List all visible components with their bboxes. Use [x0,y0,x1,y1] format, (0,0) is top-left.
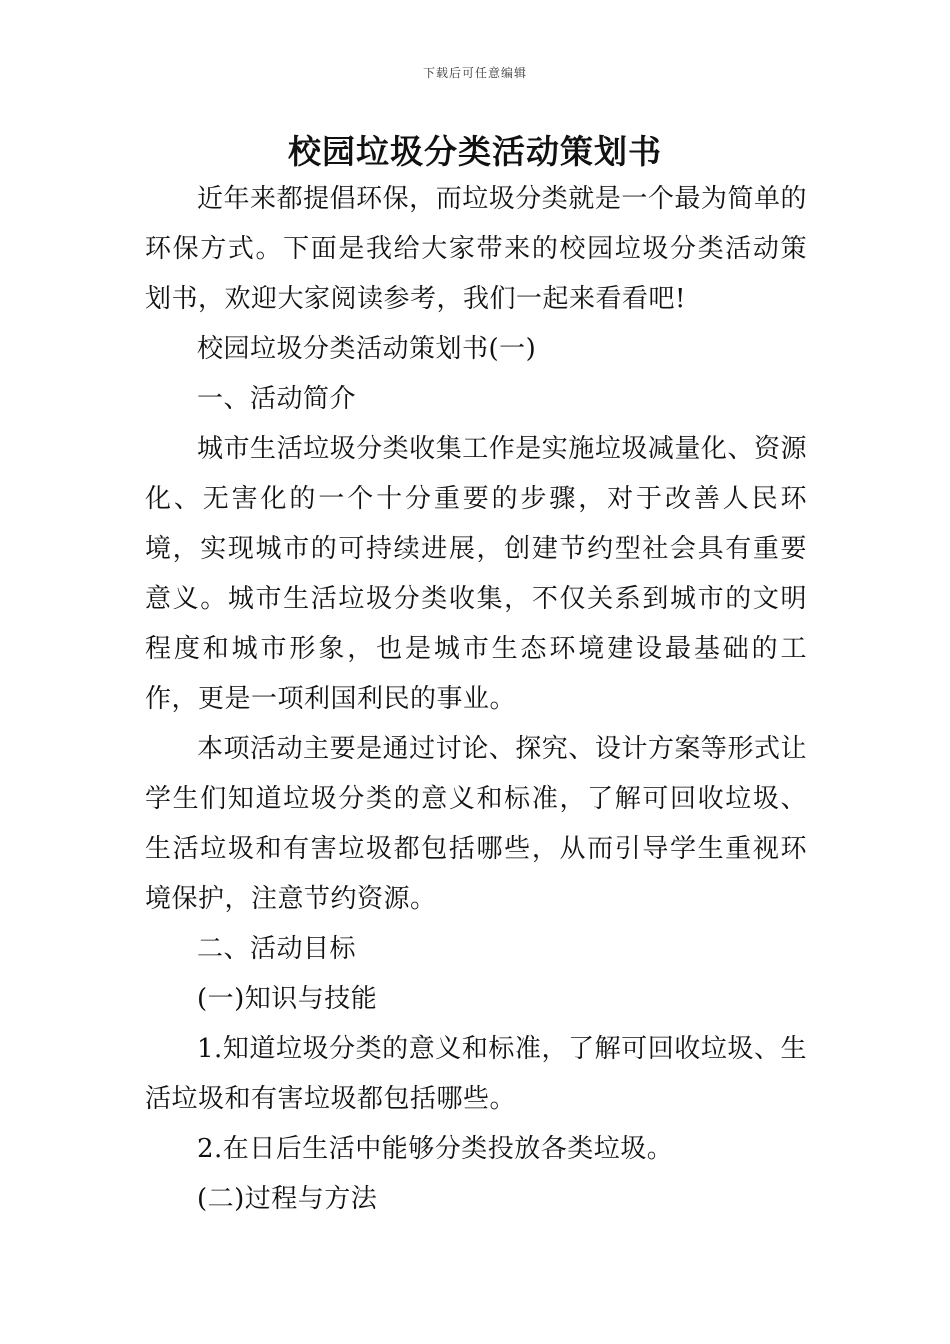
paragraph-background: 城市生活垃圾分类收集工作是实施垃圾减量化、资源化、无害化的一个十分重要的步骤，对于改善人民环境，实现城市的可持续进展，创建节约型社会具有重要意义。城市生活垃圾分类收集，不仅关系到城市的文明程度和城市形象，也是城市生态环境建设最基础的工作，更是一项利国利民的事业。 [145,434,807,714]
subsection-heading-knowledge: (一)知识与技能 [197,984,378,1014]
list-item-2: 2.在日后生活中能够分类投放各类垃圾。 [197,1134,674,1164]
list-item-1: 1.知道垃圾分类的意义和标准，了解可回收垃圾、生活垃圾和有害垃圾都包括哪些。 [145,1034,807,1114]
document-body [145,174,807,1224]
section-heading-goals: 二、活动目标 [197,934,357,964]
paragraph-subtitle-1: 校园垃圾分类活动策划书(一) [197,334,537,364]
paragraph-intro: 近年来都提倡环保，而垃圾分类就是一个最为简单的环保方式。下面是我给大家带来的校园垃圾分类活动策划书，欢迎大家阅读参考，我们一起来看看吧! [145,184,807,314]
header-note: 下载后可任意编辑 [422,66,527,80]
section-heading-intro: 一、活动简介 [197,384,357,414]
paragraph-activity-desc: 本项活动主要是通过讨论、探究、设计方案等形式让学生们知道垃圾分类的意义和标准，了解可回收垃圾、生活垃圾和有害垃圾都包括哪些，从而引导学生重视环境保护，注意节约资源。 [145,734,807,914]
subsection-heading-process: (二)过程与方法 [197,1184,378,1214]
document-title: 校园垃圾分类活动策划书 [288,132,662,171]
